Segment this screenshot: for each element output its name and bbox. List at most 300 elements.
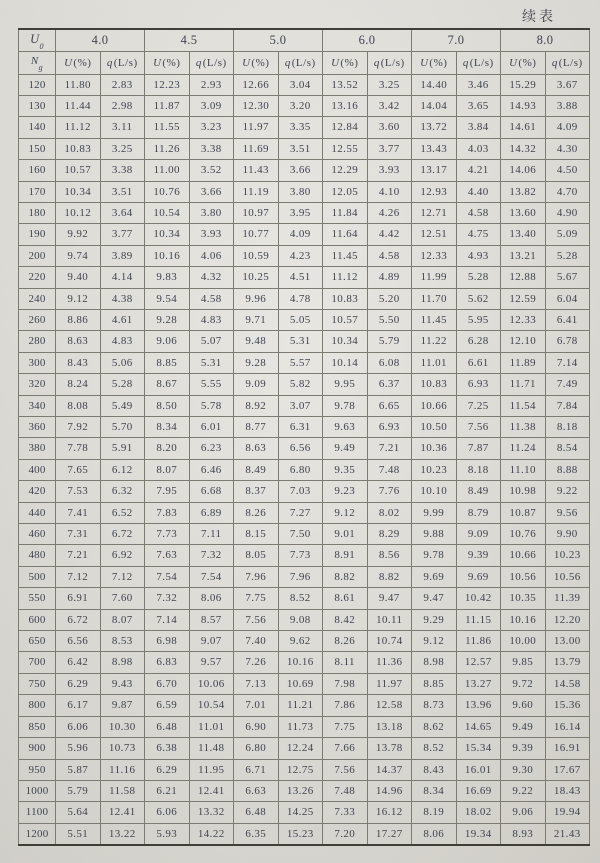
subheader-row <box>19 51 590 74</box>
u-percent-value: 14.93 <box>501 95 546 116</box>
table-row <box>19 759 590 780</box>
q-flow-value: 8.18 <box>456 459 501 480</box>
q-flow-value: 21.43 <box>545 823 590 845</box>
q-flow-value: 10.56 <box>545 566 590 587</box>
table-row <box>19 716 590 737</box>
u-percent-value: 12.88 <box>501 267 546 288</box>
table-row <box>19 438 590 459</box>
q-flow-value: 9.08 <box>278 609 323 630</box>
table-row <box>19 374 590 395</box>
q-flow-value: 8.57 <box>189 609 234 630</box>
q-flow-value: 13.00 <box>545 631 590 652</box>
u-percent-value: 10.35 <box>501 588 546 609</box>
q-flow-value: 13.32 <box>189 802 234 823</box>
u-percent-value: 7.65 <box>56 459 101 480</box>
q-flow-value: 3.09 <box>189 95 234 116</box>
ng-value: 280 <box>19 331 56 352</box>
q-flow-value: 3.46 <box>456 74 501 95</box>
u-percent-value: 12.71 <box>412 202 457 223</box>
u-percent-value: 11.64 <box>323 224 368 245</box>
u-percent-value: 8.98 <box>412 652 457 673</box>
u-percent-value: 8.50 <box>145 395 190 416</box>
ng-value: 550 <box>19 588 56 609</box>
u-percent-value: 8.34 <box>412 780 457 801</box>
q-flow-value: 3.04 <box>278 74 323 95</box>
continued-table-label: 续表 <box>522 10 556 25</box>
u-percent-value: 7.56 <box>234 609 279 630</box>
ng-value: 320 <box>19 374 56 395</box>
u-col-header: U(%) <box>145 51 190 74</box>
q-flow-value: 13.26 <box>278 780 323 801</box>
q-flow-value: 4.38 <box>100 288 145 309</box>
q-flow-value: 3.51 <box>100 181 145 202</box>
u-percent-value: 14.40 <box>412 74 457 95</box>
u-percent-value: 10.36 <box>412 438 457 459</box>
ng-value: 900 <box>19 738 56 759</box>
q-flow-value: 4.14 <box>100 267 145 288</box>
q-flow-value: 6.31 <box>278 417 323 438</box>
q-flow-value: 4.83 <box>100 331 145 352</box>
u-percent-value: 11.10 <box>501 459 546 480</box>
table-row <box>19 352 590 373</box>
q-flow-value: 7.49 <box>545 374 590 395</box>
q-flow-value: 8.02 <box>367 502 412 523</box>
u-percent-value: 6.48 <box>234 802 279 823</box>
u-percent-value: 9.96 <box>234 288 279 309</box>
ng-value: 1100 <box>19 802 56 823</box>
table-row <box>19 673 590 694</box>
u-percent-value: 11.38 <box>501 417 546 438</box>
u-percent-value: 9.74 <box>56 245 101 266</box>
u-percent-value: 11.44 <box>56 95 101 116</box>
q-flow-value: 13.79 <box>545 652 590 673</box>
q-col-header: q(L/s) <box>545 51 590 74</box>
group-header-8.0: 8.0 <box>501 29 590 51</box>
u-percent-value: 7.33 <box>323 802 368 823</box>
u-percent-value: 7.83 <box>145 502 190 523</box>
ng-value: 340 <box>19 395 56 416</box>
u-percent-value: 10.25 <box>234 267 279 288</box>
q-flow-value: 14.37 <box>367 759 412 780</box>
u-percent-value: 10.54 <box>145 202 190 223</box>
u-percent-value: 5.96 <box>56 738 101 759</box>
u-percent-value: 8.08 <box>56 395 101 416</box>
q-flow-value: 9.57 <box>189 652 234 673</box>
u-percent-value: 11.12 <box>56 117 101 138</box>
u-percent-value: 8.91 <box>323 545 368 566</box>
u-percent-value: 13.40 <box>501 224 546 245</box>
q-flow-value: 4.75 <box>456 224 501 245</box>
u-percent-value: 7.01 <box>234 695 279 716</box>
u-percent-value: 10.23 <box>412 459 457 480</box>
u-percent-value: 9.12 <box>412 631 457 652</box>
u-percent-value: 12.84 <box>323 117 368 138</box>
q-flow-value: 4.61 <box>100 309 145 330</box>
u-percent-value: 9.78 <box>412 545 457 566</box>
q-flow-value: 4.32 <box>189 267 234 288</box>
q-flow-value: 6.41 <box>545 309 590 330</box>
q-flow-value: 14.22 <box>189 823 234 845</box>
u-percent-value: 9.01 <box>323 524 368 545</box>
q-flow-value: 3.89 <box>100 245 145 266</box>
q-flow-value: 3.38 <box>189 138 234 159</box>
q-flow-value: 4.09 <box>278 224 323 245</box>
table-row <box>19 780 590 801</box>
table-row <box>19 738 590 759</box>
q-col-header: q(L/s) <box>189 51 234 74</box>
u-percent-value: 8.05 <box>234 545 279 566</box>
q-flow-value: 8.79 <box>456 502 501 523</box>
u-percent-value: 7.14 <box>145 609 190 630</box>
q-flow-value: 4.03 <box>456 138 501 159</box>
q-flow-value: 10.42 <box>456 588 501 609</box>
u-percent-value: 10.34 <box>145 224 190 245</box>
ng-value: 130 <box>19 95 56 116</box>
u-percent-value: 12.33 <box>412 245 457 266</box>
u-percent-value: 13.60 <box>501 202 546 223</box>
q-flow-value: 12.24 <box>278 738 323 759</box>
q-flow-value: 7.14 <box>545 352 590 373</box>
u-percent-value: 8.85 <box>145 352 190 373</box>
q-flow-value: 3.67 <box>545 74 590 95</box>
q-flow-value: 6.46 <box>189 459 234 480</box>
q-flow-value: 3.38 <box>100 160 145 181</box>
group-header-4.5: 4.5 <box>145 29 234 51</box>
u-percent-value: 11.70 <box>412 288 457 309</box>
q-flow-value: 4.70 <box>545 181 590 202</box>
q-flow-value: 3.84 <box>456 117 501 138</box>
q-flow-value: 11.58 <box>100 780 145 801</box>
q-flow-value: 3.42 <box>367 95 412 116</box>
q-flow-value: 8.54 <box>545 438 590 459</box>
q-flow-value: 3.77 <box>100 224 145 245</box>
u-percent-value: 9.85 <box>501 652 546 673</box>
q-flow-value: 5.62 <box>456 288 501 309</box>
q-flow-value: 10.69 <box>278 673 323 694</box>
table-row <box>19 481 590 502</box>
table-row <box>19 202 590 223</box>
q-flow-value: 5.50 <box>367 309 412 330</box>
ng-value: 360 <box>19 417 56 438</box>
q-flow-value: 6.52 <box>100 502 145 523</box>
q-flow-value: 3.07 <box>278 395 323 416</box>
ng-value: 120 <box>19 74 56 95</box>
u-percent-value: 8.92 <box>234 395 279 416</box>
u-percent-value: 12.10 <box>501 331 546 352</box>
q-flow-value: 9.43 <box>100 673 145 694</box>
u-percent-value: 11.19 <box>234 181 279 202</box>
u-percent-value: 8.93 <box>501 823 546 845</box>
u-percent-value: 9.60 <box>501 695 546 716</box>
u-percent-value: 11.54 <box>501 395 546 416</box>
u-percent-value: 6.91 <box>56 588 101 609</box>
u-percent-value: 6.80 <box>234 738 279 759</box>
u-percent-value: 9.12 <box>56 288 101 309</box>
u-percent-value: 11.84 <box>323 202 368 223</box>
u-percent-value: 10.10 <box>412 481 457 502</box>
q-flow-value: 7.21 <box>367 438 412 459</box>
u-percent-value: 5.93 <box>145 823 190 845</box>
u0-corner-cell <box>19 29 56 51</box>
q-flow-value: 14.58 <box>545 673 590 694</box>
q-flow-value: 4.09 <box>545 117 590 138</box>
q-flow-value: 15.34 <box>456 738 501 759</box>
u-percent-value: 7.41 <box>56 502 101 523</box>
u-percent-value: 8.52 <box>412 738 457 759</box>
ng-subscript: g <box>38 62 44 72</box>
u-percent-value: 8.73 <box>412 695 457 716</box>
u-percent-value: 12.33 <box>501 309 546 330</box>
u-percent-value: 6.83 <box>145 652 190 673</box>
q-flow-value: 19.34 <box>456 823 501 845</box>
q-flow-value: 6.23 <box>189 438 234 459</box>
u-percent-value: 10.50 <box>412 417 457 438</box>
q-flow-value: 7.03 <box>278 481 323 502</box>
q-flow-value: 16.01 <box>456 759 501 780</box>
u-percent-value: 8.06 <box>412 823 457 845</box>
q-flow-value: 11.86 <box>456 631 501 652</box>
u-percent-value: 7.95 <box>145 481 190 502</box>
u-percent-value: 10.66 <box>412 395 457 416</box>
q-flow-value: 2.93 <box>189 74 234 95</box>
u-percent-value: 10.66 <box>501 545 546 566</box>
q-flow-value: 4.42 <box>367 224 412 245</box>
q-flow-value: 11.48 <box>189 738 234 759</box>
u-percent-value: 7.73 <box>145 524 190 545</box>
u-percent-value: 11.97 <box>234 117 279 138</box>
u-percent-value: 9.49 <box>323 438 368 459</box>
q-flow-value: 5.70 <box>100 417 145 438</box>
u-percent-value: 10.56 <box>501 566 546 587</box>
u-percent-value: 8.82 <box>323 566 368 587</box>
group-header-6.0: 6.0 <box>323 29 412 51</box>
u-percent-value: 9.47 <box>412 588 457 609</box>
q-flow-value: 7.50 <box>278 524 323 545</box>
u-percent-value: 7.21 <box>56 545 101 566</box>
q-flow-value: 19.94 <box>545 802 590 823</box>
u-percent-value: 6.70 <box>145 673 190 694</box>
u-percent-value: 13.43 <box>412 138 457 159</box>
q-flow-value: 8.29 <box>367 524 412 545</box>
q-flow-value: 8.53 <box>100 631 145 652</box>
u-percent-value: 6.29 <box>145 759 190 780</box>
u-percent-value: 11.80 <box>56 74 101 95</box>
q-flow-value: 3.20 <box>278 95 323 116</box>
q-flow-value: 5.55 <box>189 374 234 395</box>
q-flow-value: 6.28 <box>456 331 501 352</box>
q-flow-value: 3.95 <box>278 202 323 223</box>
u-percent-value: 8.19 <box>412 802 457 823</box>
q-flow-value: 5.82 <box>278 374 323 395</box>
q-flow-value: 4.30 <box>545 138 590 159</box>
table-row <box>19 524 590 545</box>
u-percent-value: 13.52 <box>323 74 368 95</box>
q-flow-value: 7.87 <box>456 438 501 459</box>
u-percent-value: 10.83 <box>323 288 368 309</box>
u-percent-value: 8.42 <box>323 609 368 630</box>
u-percent-value: 9.39 <box>501 738 546 759</box>
group-header-row <box>19 29 590 51</box>
ng-value: 160 <box>19 160 56 181</box>
q-flow-value: 5.57 <box>278 352 323 373</box>
ng-symbol: N <box>30 55 39 68</box>
u-percent-value: 12.55 <box>323 138 368 159</box>
q-flow-value: 2.98 <box>100 95 145 116</box>
q-flow-value: 4.58 <box>367 245 412 266</box>
u-col-header: U(%) <box>501 51 546 74</box>
q-flow-value: 8.88 <box>545 459 590 480</box>
u-percent-value: 12.23 <box>145 74 190 95</box>
q-flow-value: 3.66 <box>278 160 323 181</box>
u-percent-value: 7.20 <box>323 823 368 845</box>
u-percent-value: 10.83 <box>56 138 101 159</box>
u-percent-value: 9.09 <box>234 374 279 395</box>
q-flow-value: 3.66 <box>189 181 234 202</box>
q-flow-value: 16.12 <box>367 802 412 823</box>
u-percent-value: 11.45 <box>323 245 368 266</box>
u-percent-value: 6.21 <box>145 780 190 801</box>
q-flow-value: 18.02 <box>456 802 501 823</box>
u-percent-value: 13.82 <box>501 181 546 202</box>
q-flow-value: 7.54 <box>189 566 234 587</box>
ng-value: 220 <box>19 267 56 288</box>
u-col-header: U(%) <box>323 51 368 74</box>
u-percent-value: 6.42 <box>56 652 101 673</box>
q-flow-value: 12.75 <box>278 759 323 780</box>
q-flow-value: 5.28 <box>100 374 145 395</box>
u-percent-value: 9.40 <box>56 267 101 288</box>
q-flow-value: 11.95 <box>189 759 234 780</box>
ng-value: 440 <box>19 502 56 523</box>
u-percent-value: 9.49 <box>501 716 546 737</box>
u-percent-value: 14.32 <box>501 138 546 159</box>
q-flow-value: 9.47 <box>367 588 412 609</box>
u-percent-value: 7.48 <box>323 780 368 801</box>
u-percent-value: 10.77 <box>234 224 279 245</box>
u-percent-value: 10.14 <box>323 352 368 373</box>
q-flow-value: 10.30 <box>100 716 145 737</box>
table-row <box>19 823 590 845</box>
q-flow-value: 14.96 <box>367 780 412 801</box>
q-col-header: q(L/s) <box>367 51 412 74</box>
u-percent-value: 7.86 <box>323 695 368 716</box>
u-percent-value: 9.28 <box>234 352 279 373</box>
ng-value: 1000 <box>19 780 56 801</box>
u-percent-value: 7.75 <box>323 716 368 737</box>
u-percent-value: 11.89 <box>501 352 546 373</box>
q-flow-value: 7.32 <box>189 545 234 566</box>
table-row <box>19 459 590 480</box>
q-flow-value: 6.92 <box>100 545 145 566</box>
q-flow-value: 15.36 <box>545 695 590 716</box>
q-flow-value: 4.58 <box>189 288 234 309</box>
u-percent-value: 6.17 <box>56 695 101 716</box>
q-flow-value: 3.80 <box>278 181 323 202</box>
u-percent-value: 10.76 <box>145 181 190 202</box>
q-flow-value: 6.37 <box>367 374 412 395</box>
u-percent-value: 6.59 <box>145 695 190 716</box>
ng-value: 400 <box>19 459 56 480</box>
table-row <box>19 288 590 309</box>
q-flow-value: 9.07 <box>189 631 234 652</box>
u-percent-value: 11.45 <box>412 309 457 330</box>
table-row <box>19 181 590 202</box>
u-percent-value: 5.87 <box>56 759 101 780</box>
u-percent-value: 6.90 <box>234 716 279 737</box>
table-row <box>19 74 590 95</box>
q-flow-value: 11.39 <box>545 588 590 609</box>
u-percent-value: 7.56 <box>323 759 368 780</box>
u-percent-value: 14.04 <box>412 95 457 116</box>
u-percent-value: 9.83 <box>145 267 190 288</box>
ng-value: 750 <box>19 673 56 694</box>
ng-value: 420 <box>19 481 56 502</box>
q-flow-value: 4.26 <box>367 202 412 223</box>
q-flow-value: 13.22 <box>100 823 145 845</box>
ng-value: 950 <box>19 759 56 780</box>
u-percent-value: 9.54 <box>145 288 190 309</box>
u-percent-value: 8.62 <box>412 716 457 737</box>
q-flow-value: 4.23 <box>278 245 323 266</box>
q-flow-value: 5.95 <box>456 309 501 330</box>
q-col-header: q(L/s) <box>100 51 145 74</box>
u0-subscript: 0 <box>39 41 44 51</box>
u-percent-value: 10.59 <box>234 245 279 266</box>
table-row <box>19 652 590 673</box>
u-percent-value: 8.15 <box>234 524 279 545</box>
q-flow-value: 4.78 <box>278 288 323 309</box>
ng-value: 200 <box>19 245 56 266</box>
q-flow-value: 4.93 <box>456 245 501 266</box>
q-flow-value: 6.68 <box>189 481 234 502</box>
u-percent-value: 11.71 <box>501 374 546 395</box>
u-percent-value: 9.28 <box>145 309 190 330</box>
q-flow-value: 14.25 <box>278 802 323 823</box>
q-flow-value: 13.27 <box>456 673 501 694</box>
group-header-5.0: 5.0 <box>234 29 323 51</box>
u-percent-value: 6.63 <box>234 780 279 801</box>
u-percent-value: 7.54 <box>145 566 190 587</box>
q-flow-value: 5.67 <box>545 267 590 288</box>
u-percent-value: 10.57 <box>56 160 101 181</box>
u-percent-value: 12.30 <box>234 95 279 116</box>
u-percent-value: 11.01 <box>412 352 457 373</box>
u-percent-value: 8.61 <box>323 588 368 609</box>
q-flow-value: 9.87 <box>100 695 145 716</box>
u-percent-value: 8.20 <box>145 438 190 459</box>
u-percent-value: 9.88 <box>412 524 457 545</box>
q-flow-value: 7.27 <box>278 502 323 523</box>
u-percent-value: 15.29 <box>501 74 546 95</box>
u-percent-value: 11.24 <box>501 438 546 459</box>
q-flow-value: 10.06 <box>189 673 234 694</box>
u-percent-value: 9.48 <box>234 331 279 352</box>
q-flow-value: 3.52 <box>189 160 234 181</box>
q-flow-value: 6.61 <box>456 352 501 373</box>
q-flow-value: 4.83 <box>189 309 234 330</box>
u-percent-value: 7.63 <box>145 545 190 566</box>
u-percent-value: 8.63 <box>234 438 279 459</box>
u-percent-value: 6.06 <box>56 716 101 737</box>
q-flow-value: 6.89 <box>189 502 234 523</box>
q-flow-value: 9.90 <box>545 524 590 545</box>
q-flow-value: 6.32 <box>100 481 145 502</box>
table-row <box>19 417 590 438</box>
ng-value: 260 <box>19 309 56 330</box>
u-percent-value: 8.43 <box>412 759 457 780</box>
q-flow-value: 6.04 <box>545 288 590 309</box>
q-flow-value: 10.74 <box>367 631 412 652</box>
